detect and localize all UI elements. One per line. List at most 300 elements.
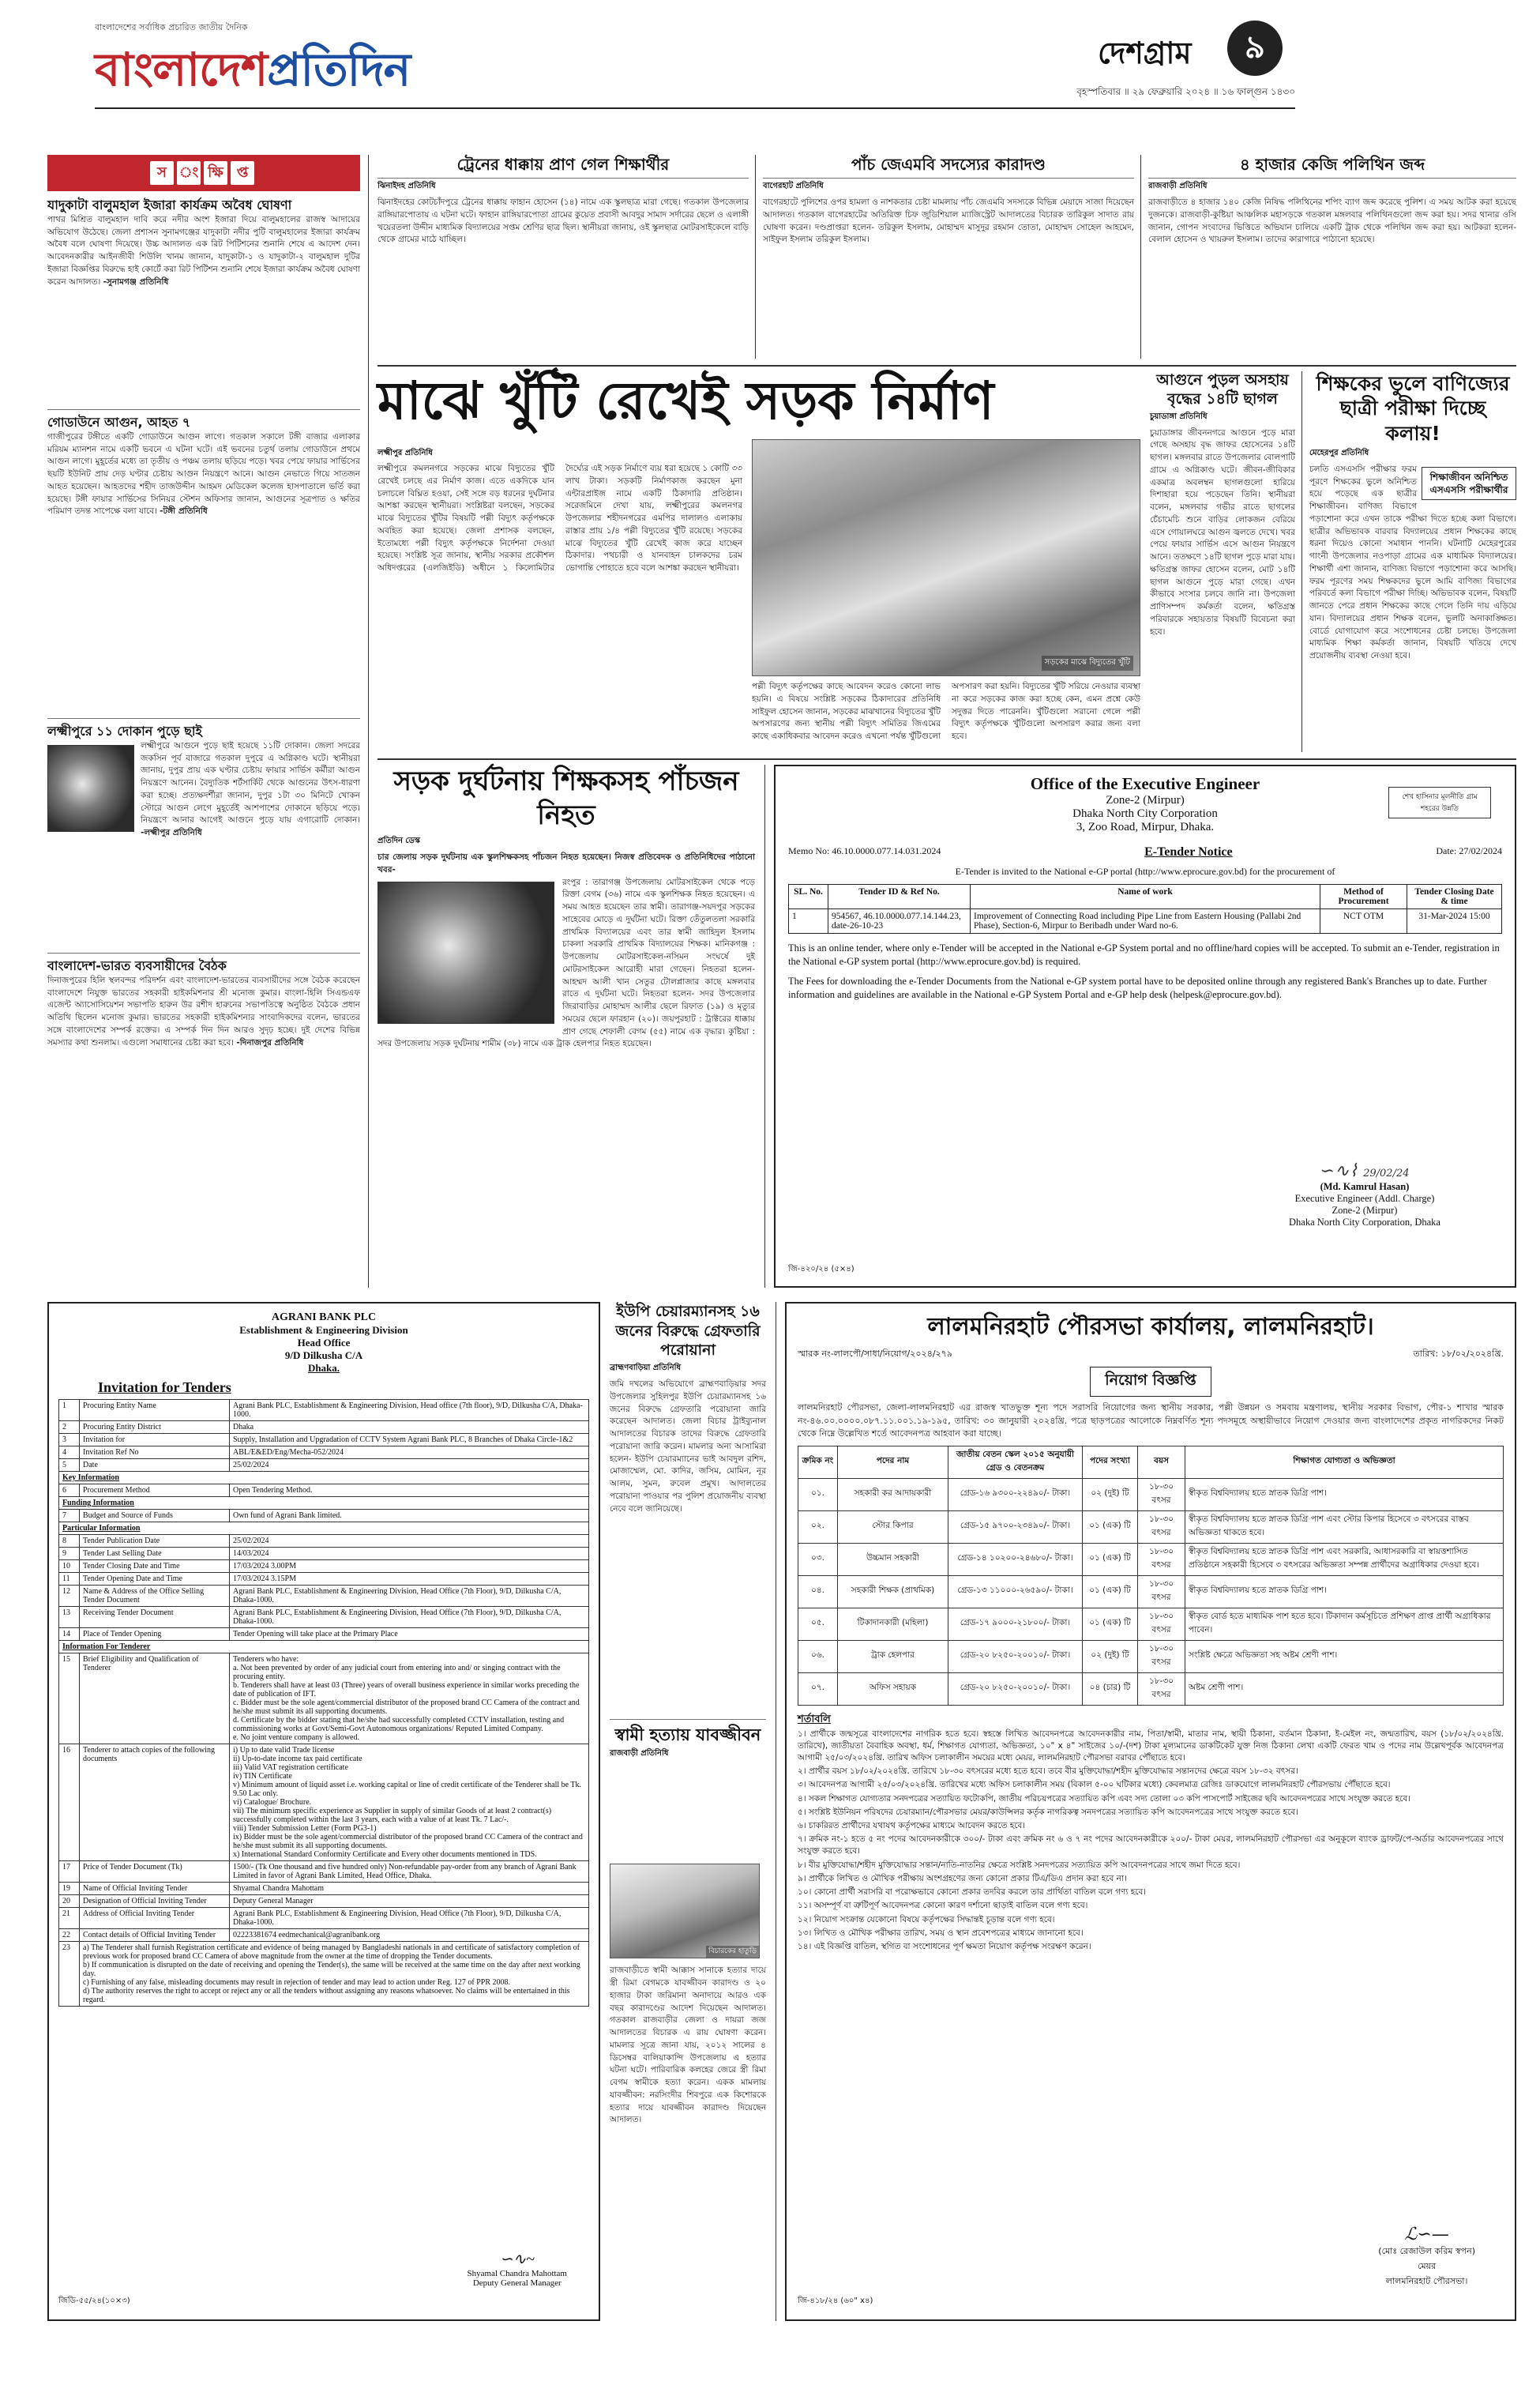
table-row: [59, 1421, 589, 1434]
table-row: [789, 909, 1502, 934]
col-header: পদের সংখ্যা: [1083, 1446, 1138, 1478]
table-row: [59, 1459, 589, 1472]
table-row: [59, 1510, 589, 1522]
accident-photo: [377, 882, 554, 1024]
ad-memo: স্মারক নং-লালপৌ/সাধা/নিয়োগ/২০২৪/২৭৯: [798, 1349, 952, 1359]
brief-item: [47, 724, 360, 953]
table-section-label: Information For Tenderer: [59, 1641, 589, 1653]
conditions-list: [798, 1729, 1504, 1954]
table-cell: ০৭.: [798, 1672, 838, 1705]
story-dateline: বাগেরহাট প্রতিনিধি: [763, 182, 824, 190]
divider: [377, 178, 749, 179]
story-text: চুয়াডাঙ্গার জীবননগরে আগুনে পুড়ে মারা গেছে অসহায় বৃদ্ধ জাফর হোসেনের ১৪টি ছাগল। মঙ্গলবার রাতে উপজেলার বোলপাটি গ্রামে এ অগ্নিকাণ্ড ঘটে। জীবন-জীবিকার একমাত্র অবলম্বন ছাগলগুলো হারিয়ে দিশাহারা হয়ে পড়েছেন তিনি। স্থানীয়রা বলেন, মঙ্গলবার গভীর রাতে ছাগলের চেঁচামেচি শুনে বাড়ির লোকজন বেরিয়ে এসে গোয়ালঘরে আগুন জ্বলতে দেখে। খবর পেয়ে ফায়ার সার্ভিস এসে আগুন নিয়ন্ত্রণে আনে। ততক্ষণে ১৪টি ছাগল পুড়ে মারা যায়। ক্ষতিগ্রস্ত জাফর হোসেন বলেন, মোট ১৪টি ছাগল আগুনে পুড়ে মারা গেছে। এখন কীভাবে সংসার চলবে জানি না। উপজেলা প্রাণিসম্পদ কর্মকর্তা বলেন, ক্ষতিগ্রস্ত পরিবারকে সহায়তার বিষয়টি বিবেচনা করা হবে।: [1150, 427, 1295, 637]
table-cell: সংশ্লিষ্ট ক্ষেত্রে অভিজ্ঞতা সহ অষ্টম শ্রেণী পাশ।: [1185, 1640, 1504, 1672]
table-cell: ১৮-৩০ বৎসর: [1138, 1640, 1185, 1672]
signer-org: Dhaka North City Corporation, Dhaka: [1289, 1217, 1440, 1228]
condition-item: ৭। ক্রমিক নং-১ হতে ৫ নং পদের আবেদনকারীকে ৩০০/- টাকা এবং ক্রমিক নং ৬ ও ৭ নং পদের আবেদনকারীকে ২০০/- টাকা মেয়র, লালমনিরহাট পৌরসভা এর অনুকূলে ব্যাংক ড্রাফট/পে-অর্ডার আবেদনপত্রের সাথে সংযুক্ত করতে হবে।: [798, 1834, 1504, 1856]
table-cell: Shyamal Chandra Mahottam: [230, 1883, 589, 1895]
briefs-header-char-2: ং: [177, 161, 201, 185]
table-cell: Tenderer to attach copies of the following documents: [80, 1744, 230, 1861]
list-item: x) International Standard Conformity Certificate and Every other documents mentioned in TDS.: [233, 1850, 537, 1859]
tender-title: Invitation for Tenders: [98, 1379, 231, 1395]
lalmonirhat-recruitment-ad: [785, 1302, 1516, 2321]
table-section-row: [59, 1497, 589, 1510]
table-cell: 6: [59, 1484, 80, 1497]
list-item: Tenderers who have:: [233, 1655, 299, 1664]
notice-slogan: শেখ হাসিনার মূলনীতি গ্রাম শহরের উন্নতি: [1388, 787, 1491, 818]
table-cell: Open Tendering Method.: [230, 1484, 589, 1497]
accident-story: [377, 765, 755, 1288]
table-cell: ০২ (দুই) টি: [1083, 1640, 1138, 1672]
table-cell: 1: [789, 909, 828, 934]
logo-part2: প্রতিদিন: [267, 43, 411, 96]
briefs-header-char-4: প্ত: [231, 161, 254, 185]
table-header-row: [798, 1446, 1504, 1478]
page-number: ৯: [1245, 28, 1265, 66]
table-cell: 7: [59, 1510, 80, 1522]
table-cell: 13: [59, 1607, 80, 1628]
signature-scribble: ∽∿~: [499, 2251, 535, 2268]
table-cell: ০১ (এক) টি: [1083, 1608, 1138, 1640]
tender-signature: [468, 2249, 567, 2288]
story-dateline: রাজবাড়ী প্রতিনিধি: [610, 1749, 669, 1759]
table-cell: সহকারী শিক্ষক (প্রাথমিক): [838, 1575, 948, 1608]
list-item: i) Up to date valid Trade license: [233, 1746, 335, 1755]
table-row: [59, 1573, 589, 1586]
date-line: বৃহস্পতিবার ॥ ২৯ ফেব্রুয়ারি ২০২৪ ॥ ১৬ ফাল্গুন ১৪৩০: [1076, 86, 1295, 97]
table-cell: স্বীকৃত বোর্ড হতে মাধ্যমিক পাশ হতে হবে। টিকাদান কর্মসূচিতে প্রশিক্ষণ প্রাপ্ত প্রার্থী অগ্রাধিকার পাবেন।: [1185, 1608, 1504, 1640]
table-section-label: Funding Information: [59, 1497, 589, 1510]
table-cell: স্টোর কিপার: [838, 1510, 948, 1543]
notice-intro: E-Tender is invited to the National e-GP portal (http://www.eprocure.gov.bd) for the procurement of: [955, 866, 1335, 877]
table-cell: ০২ (দুই) টি: [1083, 1478, 1138, 1510]
main-story-text: লক্ষ্মীপুরে কমলনগরে সড়কের মাঝে বিদ্যুতের খুঁটি রেখেই চলছে এর নির্মাণ কাজ। এতে একদিকে যান চলাচলে বিঘ্নিত হওয়া, সেই সঙ্গে বড় ধরনের দুর্ঘটনার আশঙ্কা করছেন স্থানীয়রা। সংশ্লিষ্টরা বলছেন, সড়কের মাঝে বিদ্যুতের খুঁটির বিষয়টি পল্লী বিদ্যুৎ কর্তৃপক্ষকে অবহিত করা হয়েছে। জেলা প্রশাসক বলছেন, ইতোমধ্যে পল্লী বিদ্যুৎ কর্তৃপক্ষকে নির্দেশনা দেওয়া হয়েছে। সংশ্লিষ্ট সূত্র জানায়, স্থানীয় সরকার প্রকৌশল অধিদপ্তরের (এলজিইডি) অধীনে ১ কিলোমিটার দৈর্ঘ্যের এই সড়ক নির্মাণে ব্যয় ধরা হয়েছে ১ কোটি ৩৩ লাখ টাকা। সড়কটি নির্মাণকাজ করছেন মুনা এন্টারপ্রাইজ নামে একটি ঠিকাদারি প্রতিষ্ঠান। সরেজমিনে দেখা যায়, লক্ষ্মীপুরের কমলনগর উপজেলার শহীদনগরের এমপির দালালও এলাকায় রাস্তার প্রায় ১/৪ পল্লী বিদ্যুতের খুঁটি রয়েছে। সড়কের মাঝে বিদ্যুতের খুঁটি রেখেই কাজ করে যাচ্ছেন ঠিকাদার। পথচারী ও যানবাহন চালকদের চরম ভোগান্তি পোহাতে হবে বলে আশঙ্কা করছেন স্থানীয়রা।: [377, 464, 742, 573]
table-row: [59, 1895, 589, 1908]
table-cell: 10: [59, 1560, 80, 1573]
masthead: [47, 8, 1516, 150]
list-item: e. No joint venture company is allowed.: [233, 1733, 359, 1742]
table-row: [59, 1446, 589, 1459]
table-cell: ০৩.: [798, 1543, 838, 1575]
condition-item: ১৪। এই বিজ্ঞপ্তি বাতিল, স্থগিত বা সংশোধনের পূর্ণ ক্ষমতা নিয়োগ কর্তৃপক্ষ সংরক্ষণ করেন।: [798, 1942, 1091, 1951]
notice-office-title: Office of the Executive Engineer: [1030, 774, 1260, 793]
condition-item: ১১। অসম্পূর্ণ বা ত্রুটিপূর্ণ আবেদনপত্র কোনো কারণ দর্শানো ছাড়াই বাতিল বলে গণ্য হবে।: [798, 1901, 1088, 1911]
notice-zone: Zone-2 (Mirpur): [1106, 794, 1185, 807]
table-cell: [80, 1942, 589, 2007]
list-item: b) If communication is disrupted on the date of receiving and opening the Tender(s), the same will be received at the same time on the day after next working day.: [83, 1961, 580, 1978]
table-cell: ০১.: [798, 1478, 838, 1510]
table-row: [798, 1543, 1504, 1575]
table-cell: Invitation Ref No: [80, 1446, 230, 1459]
story-headline[interactable]: শিক্ষকের ভুলে বাণিজ্যের ছাত্রী পরীক্ষা দিচ্ছে কলায়!: [1316, 372, 1510, 445]
main-story-headline[interactable]: মাঝে খুঁটি রেখেই সড়ক নির্মাণ: [377, 371, 994, 431]
signer-name: (Md. Kamrul Hasan): [1320, 1181, 1410, 1192]
table-row: [59, 1653, 589, 1744]
list-item: iii) Valid VAT registration certificate: [233, 1763, 348, 1772]
table-row: [798, 1640, 1504, 1672]
table-cell: Designation of Official Inviting Tender: [80, 1895, 230, 1908]
exam-story: [1309, 371, 1516, 752]
signature-date: 29/02/24: [1363, 1168, 1410, 1179]
table-cell: Name & Address of the Office Selling Tender Document: [80, 1586, 230, 1607]
brief-title[interactable]: যাদুকাটা বালুমহাল ইজারা কার্যক্রম অবৈধ ঘোষণা: [47, 197, 292, 213]
table-cell: 02223381674 eedmechanical@agranibank.org: [230, 1929, 589, 1942]
table-cell: Receiving Tender Document: [80, 1607, 230, 1628]
main-story-photo: [752, 439, 1140, 676]
table-row: [798, 1510, 1504, 1543]
table-cell: সহকারী কর আদায়কারী: [838, 1478, 948, 1510]
list-item: v) Minimum amount of liquid asset i.e. working capital or line of credit certificate of the Tenderer shall be Tk. 9.50 Lac only.: [233, 1781, 582, 1798]
ad-meta-row: [798, 1347, 1504, 1362]
story-text: রংপুর : তারাগঞ্জ উপজেলায় মোটরসাইকেল থেকে পড়ে রিক্তা বেগম (৩৬) নামে এক স্কুলশিক্ষক নিহত হয়েছেন। এ সময় আহত হয়েছেন তার স্বামী। তারাগঞ্জ-সয়দপুর সড়কের সাহেবের মোড়ে এ দুর্ঘটনা ঘটে। রিক্তা তেঁতুলতলা সরকারি প্রাথমিক বিদ্যালয়ের এবং তার স্বামী জাহিদুল ইসলাম চাকলা সরকারি প্রাথমিক বিদ্যালয়ের শিক্ষক। মানিকগঞ্জ : উপজেলায় মোটরসাইকেল-নসিমন সংঘর্ষে দুই মোটরসাইকেল আরোহী মারা গেছেন। নিহতরা হলেন- আহম্মদ আলী খান সেতুর টোলপ্লাজার কাছে মঙ্গলবার রাতে এ দুর্ঘটনা ঘটে। নিহতরা হলেন- সদর উপজেলার জিরাবাড়ির মোহাম্মদ আলীর ছেলে রিফাত (১৯) ও মৃত্যুর সময়ের ছেলে ফারহান (২০)। জয়পুরহাট : ট্রাক্টরের ধাক্কায় প্রাণ গেছে শেফালী বেগম (৫৫) নামে এক বৃদ্ধার। কুষ্টিয়া : সদর উপজেলায় সড়ক দুর্ঘটনায় শামীম (৩৮) নামে এক ট্রাক হেলপার নিহত হয়েছেন।: [377, 877, 755, 1049]
table-cell: Agrani Bank PLC, Establishment & Engineering Division, Head Office (7th Floor), 9/D, Dilkusha C/A, Dhaka-1000.: [230, 1607, 589, 1628]
table-row: [59, 1586, 589, 1607]
table-cell: 23: [59, 1942, 80, 2007]
table-cell: স্বীকৃত বিশ্ববিদ্যালয় হতে স্নাতক ডিগ্রি পাশ এবং সরকারি, আধাসরকারি বা স্বায়ত্তশাসিত প্রতিষ্ঠানে সহকারী হিসেবে ৩ বৎসরের অভিজ্ঞতা সম্পন্ন প্রার্থীদের অগ্রাধিকার দেওয়া হবে।: [1185, 1543, 1504, 1575]
col-header: বয়স: [1138, 1446, 1185, 1478]
table-cell: 22: [59, 1929, 80, 1942]
signer-title: Deputy General Manager: [472, 2278, 562, 2288]
condition-item: ১০। কোনো প্রার্থী সরাসরি বা পরোক্ষভাবে কোনো প্রকার তদবির করলে তার প্রার্থিতা বাতিল বলে গণ্য হবে।: [798, 1887, 1147, 1898]
newspaper-logo[interactable]: [95, 35, 410, 111]
table-cell: Procuring Entity District: [80, 1421, 230, 1434]
table-cell: 17/03/2024 3.00PM: [230, 1560, 589, 1573]
story-dateline: চুয়াডাঙ্গা প্রতিনিধি: [1150, 412, 1208, 421]
condition-item: ৫। সংশ্লিষ্ট ইউনিয়ন পরিষদের চেয়ারম্যান/পৌরসভার মেয়র/কাউন্সিলর কর্তৃক নাগরিকত্ব সনদপত্রের সত্যায়িত কপি আবেদনপত্রের সাথে সংযুক্ত করতে হবে।: [798, 1807, 1298, 1817]
bank-address-1: 9/D Dilkusha C/A: [284, 1349, 363, 1361]
story-dateline: প্রতিদিন ডেস্ক: [377, 837, 421, 845]
table-cell: 19: [59, 1883, 80, 1895]
table-cell: Date: [80, 1459, 230, 1472]
table-cell: ০১ (এক) টি: [1083, 1510, 1138, 1543]
story-headline[interactable]: পাঁচ জেএমবি সদস্যের কারাদণ্ড: [851, 155, 1046, 174]
condition-item: ১। প্রার্থীকে জন্মসূত্রে বাংলাদেশের নাগরিক হতে হবে। স্বহস্তে লিখিত আবেদনপত্রে আবেদনকারীর নাম, পিতা/স্বামী, মাতার নাম, স্থায়ী ঠিকানা, বর্তমান ঠিকানা, ই-মেইল নং, জন্মতারিখ, বয়স (১৮/০২/২০২৪খ্রি. তারিখে), জাতীয়তা বৈবাহিক অবস্থা, ধর্ম, শিক্ষাগত যোগ্যতা, অভিজ্ঞতা, ১০" x ৪" সাইজের ১০/-(দশ) টাকা মূল্যমানের ডাকটিকেট যুক্ত নিজ ঠিকানা লেখা একটি ফেরত খাম ও পদের নাম উল্লেখপূর্বক আবেদনপত্র আগামী ২৫/০৩/২০২৪খ্রি. তারিখ অফিস চলাকালীন সময়ের মধ্যে মেয়র, লালমনিরহাট পৌরসভা বরাবর পৌঁছাতে হবে।: [798, 1729, 1504, 1762]
ad-code: জি-৪২০/২৪ (৫×৪): [788, 1265, 855, 1273]
table-cell: ০৪.: [798, 1575, 838, 1608]
col-header: Method of Procurement: [1320, 885, 1407, 909]
brief-text: পাথর মিশ্রিত বালুমহাল দাবি করে নদীর অংশ ইজারা দিয়ে বালুমহালের রাজস্ব আদায়ের অভিযোগ উঠেছে। জেলা প্রশাসন সুনামগঞ্জের যাদুকাটা নদীর পুটি বালুমহালের ইজারা কার্যক্রম অবৈধ বলে ঘোষণা দিয়েছে। উচ্চ আদালত এক রিট পিটিশনের শুনানি শেষে এ আদেশ দেন। আবেদনকারীর আইনজীবী শিউলি খানম জানান, যাদুকাটা-১ ও যাদুকাটা-২ বালুমহাল দুটির ইজারা বিজ্ঞপ্তির বিরুদ্ধে হাই কোর্টে করা রিট পিটিশন শুনানি শেষে ইজারা কার্যক্রম অবৈধ ঘোষণা করেন আদালত। -সুনামগঞ্জ প্রতিনিধি: [47, 214, 360, 287]
table-cell: ট্রাক হেলপার: [838, 1640, 948, 1672]
table-cell: Agrani Bank PLC, Establishment & Engineering Division, Head office (7th floor), 9/D, Dilkusha C/A, Dhaka-1000.: [230, 1400, 589, 1421]
column-divider: [764, 765, 765, 1288]
masthead-tagline: বাংলাদেশের সর্বাধিক প্রচারিত জাতীয় দৈনিক: [95, 22, 248, 32]
table-cell: Agrani Bank PLC, Establishment & Engineering Division, Head Office (7th Floor), 9/D, Dilkusha C/A, Dhaka-1000.: [230, 1908, 589, 1929]
table-cell: Brief Eligibility and Qualification of Tenderer: [80, 1653, 230, 1744]
signer-title: মেয়র: [1418, 2261, 1437, 2271]
table-row: [798, 1478, 1504, 1510]
pullquote-box: [1422, 467, 1516, 500]
notice-date: Date: 27/02/2024: [1436, 845, 1502, 856]
table-section-row: [59, 1522, 589, 1535]
table-cell: Invitation for: [80, 1434, 230, 1446]
table-cell: ১৮-৩০ বৎসর: [1138, 1608, 1185, 1640]
notice-title: E-Tender Notice: [1144, 845, 1233, 859]
brief-item: [47, 958, 360, 1219]
col-header: SL. No.: [789, 885, 828, 909]
table-row: [59, 1628, 589, 1641]
notice-note-2: The Fees for downloading the e-Tender Documents from the National e-GP system portal have to be deposited online through any registered Bank's Branches up to date. Further information and guidelines are available in the National e-GP System Portal and e-GP help desk (helpesk@eprocure.gov.bd).: [788, 975, 1488, 1000]
story-headline[interactable]: সড়ক দুর্ঘটনায় শিক্ষকসহ পাঁচজন নিহত: [393, 766, 739, 831]
signer-org: লালমনিরহাট পৌরসভা।: [1385, 2276, 1468, 2286]
story-headline[interactable]: ইউপি চেয়ারম্যানসহ ১৬ জনের বিরুদ্ধে গ্রেফতারি পরোয়ানা: [615, 1303, 761, 1360]
table-cell: Tender Opening Date and Time: [80, 1573, 230, 1586]
briefs-column: [47, 155, 360, 1288]
table-row: [59, 1929, 589, 1942]
table-section-row: [59, 1641, 589, 1653]
table-row: [798, 1575, 1504, 1608]
list-item: iv) TIN Certificate: [233, 1772, 292, 1781]
column-divider: [1301, 371, 1302, 752]
divider: [47, 409, 360, 410]
pullquote-text: শিক্ষাজীবন অনিশ্চিত এসএসসি পরীক্ষার্থীর: [1429, 471, 1508, 495]
table-cell: 20: [59, 1895, 80, 1908]
story-headline[interactable]: ৪ হাজার কেজি পলিথিন জব্দ: [1239, 155, 1425, 174]
table-cell: গ্রেড-২০ ৮২৫০-২০০১০/- টাকা।: [948, 1640, 1083, 1672]
notice-address: 3, Zoo Road, Mirpur, Dhaka.: [1076, 821, 1215, 833]
brief-title[interactable]: গোডাউনে আগুন, আহত ৭: [47, 415, 191, 430]
table-cell: 1: [59, 1400, 80, 1421]
table-cell: 9: [59, 1548, 80, 1560]
photo-caption: বিচারকের হাতুড়ি: [706, 1946, 759, 1958]
table-row: [59, 1607, 589, 1628]
table-cell: Supply, Installation and Upgradation of CCTV System Agrani Bank PLC, 8 Branches of Dhaka Circle-1&2: [230, 1434, 589, 1446]
col-header: Tender Closing Date & time: [1407, 885, 1502, 909]
table-cell: 21: [59, 1908, 80, 1929]
condition-item: ২। প্রার্থীর বয়স ১৮/০২/২০২৪খ্রি. তারিখে ১৮-৩০ বৎসরের মধ্যে হতে হবে। তবে বীর মুক্তিযোদ্ধা/শহীদ মুক্তিযোদ্ধার সন্তানদের ক্ষেত্রে বয়স ১৮-৩২ বৎসর।: [798, 1766, 1298, 1777]
table-cell: Dhaka: [230, 1421, 589, 1434]
brief-title[interactable]: বাংলাদেশ-ভারত ব্যবসায়ীদের বৈঠক: [47, 958, 227, 973]
column-divider: [755, 155, 756, 359]
section-name: দেশগ্রাম: [1098, 36, 1192, 70]
table-cell: অফিস সহায়ক: [838, 1672, 948, 1705]
story-text: জমি দখলের অভিযোগে ব্রাহ্মণবাড়িয়ার সদর উপজেলার সুহিলপুর ইউপি চেয়ারম্যানসহ ১৬ জনের বিরুদ্ধে গ্রেফতারি পরোয়ানা জারি করেছেন আদালত। জেলা বিচার ট্রাইব্যুনাল আদালতের বিচারক তাদের বিরুদ্ধে গ্রেফতারি পরোয়ানা জারি করেন। মামলার অন্য আসামিরা হলেন- ইউপি চেয়ারম্যানের ভাই আবদুল রশিদ, মোজাম্মেল, মো. কাদির, জসিম, মোমিন, নূর আলম, সুমন, রুবেল প্রমুখ। আদালতের পরোয়ানা পাওয়ার পর পুলিশ প্রয়োজনীয় ব্যবস্থা নেবে বলে জানিয়েছে।: [610, 1379, 766, 1514]
bank-name: AGRANI BANK PLC: [271, 1311, 377, 1323]
brief-text: দিনাজপুরের হিলি স্থলবন্দর পরিদর্শন এবং বাংলাদেশ-ভারতের ব্যবসায়ীদের সঙ্গে বৈঠক করেছেন বাংলাদেশে নিযুক্ত ভারতের সহকারী হাইকমিশনার শ্রী মনোজ কুমার। বাংলা-হিলি সিএন্ডএফ এজেন্ট অ্যাসোসিয়েশন সভাপতি হারুন উর রশীদ হারুনের সভাপতিত্বে অনুষ্ঠিত বৈঠকে প্রধান অতিথি ছিলেন মনোজ কুমার। ভারতের সহকারী হাইকমিশনার সাংবাদিকদের বলেন, ভারতের সঙ্গে বাংলাদেশের সম্পর্ক রক্তের। এ সম্পর্ক দিন দিন আরও সুদৃঢ় হচ্ছে। দুই দেশের বিভিন্ন সমস্যার কথা শুনলাম। এগুলো সমাধানের চেষ্টা করা হবে। -দিনাজপুর প্রতিনিধি: [47, 975, 360, 1048]
signer-name: Shyamal Chandra Mahottam: [467, 2269, 567, 2278]
table-row: [59, 1434, 589, 1446]
up-story: [610, 1302, 766, 1713]
table-cell: Own fund of Agrani Bank limited.: [230, 1510, 589, 1522]
table-cell: গ্রেড-১৭ ৯০০০-২১৮০০/- টাকা।: [948, 1608, 1083, 1640]
story-text: চলতি এসএসসি পরীক্ষার ফরম পূরণে শিক্ষকের ভুলে অনিশ্চিত হয়ে পড়েছে এক ছাত্রীর শিক্ষাজীবন। বাণিজ্য বিভাগে পড়াশোনা করে এখন তাকে পরীক্ষা দিতে হচ্ছে কলা বিভাগে। ছাত্রীর অভিভাবক বারবার বিদ্যালয়ের প্রধান শিক্ষকের কাছে ধরনা দিয়েও কোনো সমাধান পাননি। ঘটনাটি মেহেরপুরের গাংনী উপজেলার নওপাড়া গ্রামের এক মাধ্যমিক বিদ্যালয়ের। শিক্ষার্থী এশা জানান, বাণিজ্য বিভাগে পড়াশোনা করে আসছি। ফরম পূরণের সময় শিক্ষকদের ভুলে আমি বাণিজ্য বিভাগের পরিবর্তে কলা বিভাগে পরীক্ষা দিচ্ছি। অভিভাবক বলেন, বিষয়টি জানতে পেরে প্রধান শিক্ষকের কাছে গেলে তিনি দায় এড়িয়ে যান। বিদ্যালয়ের প্রধান শিক্ষক বলেন, ভুলটি অনাকাঙ্ক্ষিত। বোর্ডে যোগাযোগ করে সংশোধনের চেষ্টা চলছে। উপজেলা মাধ্যমিক শিক্ষা কর্মকর্তা জানান, বিষয়টি খতিয়ে দেখে প্রয়োজনীয় ব্যবস্থা নেওয়া হবে।: [1309, 464, 1516, 660]
condition-item: ৪। সকল শিক্ষাগত যোগ্যতার সনদপত্রের সত্যায়িত ফটোকপি, জাতীয় পরিচয়পত্রের সত্যায়িত কপি এবং সদ্য তোলা ০৩ কপি পাসপোর্ট সাইজের ছবি আবেদনপত্রের সাথে সংযুক্ত করতে হবে।: [798, 1793, 1410, 1804]
col-header: জাতীয় বেতন স্কেল ২০১৫ অনুযায়ী গ্রেড ও বেতনক্রম: [948, 1446, 1083, 1478]
col-header: শিক্ষাগত যোগ্যতা ও অভিজ্ঞতা: [1185, 1446, 1504, 1478]
condition-item: ৮। বীর মুক্তিযোদ্ধা/শহীদ মুক্তিযোদ্ধার সন্তান/নাতি-নাতনির ক্ষেত্রে সংশ্লিষ্ট সনদপত্রের সত্যায়িত কপি আবেদনপত্রের সাথে জমা দিতে হবে।: [798, 1860, 1241, 1870]
main-story-continued: পল্লী বিদ্যুৎ কর্তৃপক্ষের কাছে আবেদন করেও কোনো লাভ হয়নি। এ বিষয়ে সংশ্লিষ্ট সড়কের ঠিকাদারের প্রতিনিধি সাইফুল হোসেন জানান, সড়কের মাঝখানের বিদ্যুতের খুঁটি অপসারণের জন্য স্থানীয় পল্লী বিদ্যুৎ সমিতির জিএমের কাছে একাধিকবার আবেদন করেও এখনো পর্যন্ত খুঁটিগুলো অপসারণ করা হয়নি। বিদ্যুতের খুঁটি সরিয়ে নেওয়ার ব্যবস্থা না করে সড়কের কাজ করা হচ্ছে কেন, এমন প্রশ্নে কেউ সদুত্তর দিতে পারেননি। খুঁটিগুলো সরানো গেলে পল্লী বিদ্যুৎ কর্তৃপক্ষকে খুঁটিগুলো অপসারণ করার জন্য বলা হবে।: [752, 682, 1140, 741]
divider: [763, 178, 1134, 179]
table-cell: 11: [59, 1573, 80, 1586]
table-cell: গ্রেড-১৪ ১০২০০-২৪৬৮০/- টাকা।: [948, 1543, 1083, 1575]
table-cell: ০৬.: [798, 1640, 838, 1672]
table-cell: স্বীকৃত বিশ্ববিদ্যালয় হতে স্নাতক ডিগ্রি পাশ।: [1185, 1575, 1504, 1608]
table-row: [59, 1744, 589, 1861]
table-cell: Tender Opening will take place at the Primary Place: [230, 1628, 589, 1641]
notice-title-label: নিয়োগ বিজ্ঞপ্তি: [1090, 1367, 1211, 1397]
table-cell: ১৮-৩০ বৎসর: [1138, 1510, 1185, 1543]
table-row: [59, 1883, 589, 1895]
ad-signature-block: [1378, 2225, 1475, 2289]
notice-meta-row: [788, 845, 1502, 860]
table-section-row: [59, 1472, 589, 1484]
divider: [1148, 178, 1516, 179]
ad-intro: লালমনিরহাট পৌরসভা, জেলা-লালমনিরহাট এর রাজস্ব খাতভুক্ত শূন্য পদে সরাসরি নিয়োগের জন্য স্থানীয় সরকার, পল্লী উন্নয়ন ও সমবায় মন্ত্রণালয়, স্থানীয় সরকার বিভাগ, পৌর-১ শাখার স্মারক নং-৪৬.০০.০০০০.০৮৭.১১.০০১.১৯-১৯৫, তারিখ: ৩০ জানুয়ারী ২০২৪খ্রি. পত্রে ছাড়পত্রের আলোকে নিম্নবর্ণিত শূন্য পদসমূহে অস্থায়ীভাবে নিয়োগ দেওয়ার জন্য বাংলাদেশের প্রকৃত নাগরিকদের নিকট থেকে নিম্নে উল্লেখিত শর্তে আবেদনপত্র আহবান করা যাচ্ছে।: [798, 1402, 1504, 1439]
table-cell: 25/02/2024: [230, 1459, 589, 1472]
table-cell: স্বীকৃত বিশ্ববিদ্যালয় হতে স্নাতক ডিগ্রি পাশ এবং স্টোর কিপার হিসেবে ৩ বৎসরের বাস্তব অভিজ্ঞতা থাকতে হবে।: [1185, 1510, 1504, 1543]
table-row: [59, 1400, 589, 1421]
table-cell: গ্রেড-১৫ ৯৭০০-২৩৪৯০/- টাকা।: [948, 1510, 1083, 1543]
ad-title: লালমনিরহাট পৌরসভা কার্যালয়, লালমনিরহাট।: [927, 1313, 1374, 1341]
table-cell: ০৪ (চার) টি: [1083, 1672, 1138, 1705]
table-section-label: Key Information: [59, 1472, 589, 1484]
table-cell: 17/03/2024 3.15PM: [230, 1573, 589, 1586]
table-cell: Deputy General Manager: [230, 1895, 589, 1908]
conditions-title: শর্তাবলি: [798, 1713, 831, 1725]
list-item: vii) The minimum specific experience as Supplier in supply of similar Goods of at least 2 contract(s) successfully completed within the last 3 years, each with a value of at least Tk. 7 Lac/-.: [233, 1807, 552, 1824]
notice-table: [788, 884, 1502, 934]
brief-item: [47, 415, 360, 718]
table-cell: 8: [59, 1535, 80, 1548]
photo-caption: সড়কের মাঝে বিদ্যুতের খুঁটি: [1042, 656, 1133, 671]
table-cell: [230, 1653, 589, 1744]
table-cell: 3: [59, 1434, 80, 1446]
table-row: [798, 1672, 1504, 1705]
table-cell: Tender Publication Date: [80, 1535, 230, 1548]
condition-item: ৯। প্রার্থীকে লিখিত ও মৌখিক পরীক্ষায় অংশগ্রহণের জন্য কোনো প্রকার টিএ/ডিএ প্রদান করা হবে না।: [798, 1873, 1127, 1883]
brief-text: লক্ষ্মীপুরে আগুনে পুড়ে ছাই হয়েছে ১১টি দোকান। জেলা সদরের জকসিন পূর্ব বাজারে গতকাল দুপুরে এ অগ্নিকাণ্ড ঘটে। স্থানীয়রা জানায়, দুপুর প্রায় এক ঘণ্টার চেষ্টায় ফায়ার সার্ভিস কর্মীরা আগুন নিয়ন্ত্রণে আনেন। বৈদ্যুতিক শর্টসার্কিট থেকে আগুনের উৎস-ধারণা করা হচ্ছে। প্রত্যক্ষদর্শীরা জানান, দুপুর ১টা ৩০ মিনিটে খোকন স্টোরে আগুন লেগে মুহূর্তেই আশপাশের দোকানে ছড়িয়ে পড়ে। নিয়ন্ত্রণে আনার আগেই আগুনে পুড়ে যায় এগারোটি দোকান। -লক্ষ্মীপুর প্রতিনিধি: [141, 740, 360, 838]
list-item: viii) Tender Submission Letter (Form PG3-1): [233, 1824, 377, 1833]
story-headline[interactable]: স্বামী হত্যায় যাবজ্জীবন: [614, 1725, 761, 1744]
table-cell: 15: [59, 1653, 80, 1744]
table-row: [798, 1608, 1504, 1640]
list-item: d) The authority reserves the right to accept or reject any or all the tenders without assigning any reasons whatsoever. No claims will be entertained in this regard.: [83, 1987, 570, 2004]
table-cell: ১৮-৩০ বৎসর: [1138, 1478, 1185, 1510]
list-item: a) The Tenderer shall furnish Registration certificate and evidence of being managed by Bangladeshi nationals in and certificate of satisfactory completion of previous work for proposed brand CC Camera of above magnitude from the owner at the time of dropping the Tender documents.: [83, 1943, 580, 1961]
col-header: Name of work: [971, 885, 1320, 909]
brief-text: গাজীপুরের টঙ্গীতে একটি গোডাউনে আগুন লাগে। গতকাল সকালে টঙ্গী বাজার এলাকার মরিয়ম ম্যানশন নামে একটি ভবনে এ ঘটনা ঘটে। এই ভবনের চতুর্থ তলায় গোডাউনে প্রথমে আগুন লাগে। মুহূর্তের মধ্যে তা তৃতীয় ও পঞ্চম তলায় ছড়িয়ে পড়ে। খবর পেয়ে ফায়ার সার্ভিসের ছয়টি ইউনিট প্রায় দেড় ঘণ্টার চেষ্টায় আগুন নিয়ন্ত্রণে আনে। আগুন নেভাতে গিয়ে সাতজন আহত হয়েছেন। আহতদের শহীদ তাজউদ্দীন আহমদ মেডিকেল কলেজ হাসপাতালে ভর্তি করা হয়েছে। টঙ্গী ফায়ার সার্ভিসের সিনিয়র স্টেশন অফিসার জানান, আগুনের সূত্রপাত ও ক্ষতির পরিমাণ তদন্ত সাপেক্ষে বলা যাবে। -টঙ্গী প্রতিনিধি: [47, 431, 360, 517]
table-cell: 2: [59, 1421, 80, 1434]
table-cell: Address of Official Inviting Tender: [80, 1908, 230, 1929]
table-cell: Tender Closing Date and Time: [80, 1560, 230, 1573]
ad-code: জি-৪১৮/২৪ (৬০" x৪): [798, 2297, 873, 2305]
page-number-badge: [1227, 21, 1283, 76]
condition-item: ১৩। লিখিত ও মৌখিক পরীক্ষার তারিখ, সময় ও স্থান প্রবেশপত্রের মাধ্যমে জানানো হবে।: [798, 1928, 1084, 1938]
story-dateline: মেহেরপুর প্রতিনিধি: [1309, 448, 1369, 457]
ad-notice-title: [798, 1367, 1504, 1397]
signature-scribble: ℒ∽—: [1404, 2225, 1449, 2244]
col-header: Tender ID & Ref No.: [828, 885, 971, 909]
masthead-rule: [95, 107, 1295, 109]
table-row: [59, 1908, 589, 1929]
signer-title: Executive Engineer (Addl. Charge): [1294, 1193, 1435, 1204]
col-header: পদের নাম: [838, 1446, 948, 1478]
col-header: ক্রমিক নং: [798, 1446, 838, 1478]
table-cell: গ্রেড-১৩ ১১০০০-২৬৫৯০/- টাকা।: [948, 1575, 1083, 1608]
top-story: [377, 155, 749, 359]
top-story: [763, 155, 1134, 359]
table-row: [59, 1861, 589, 1883]
main-story: [377, 371, 1140, 752]
notice-note-1: This is an online tender, where only e-Tender will be accepted in the National e-GP System portal and no offline/hard copies will be accepted. To submit an e-Tender, registration in the National e-GP system portal (http://www.eprocure.gov.bd) is required.: [788, 942, 1500, 967]
briefs-header-char-3: ক্ষি: [204, 161, 227, 185]
divider: [610, 1719, 766, 1720]
story-dateline: রাজবাড়ী প্রতিনিধি: [1148, 182, 1208, 190]
story-dateline: ঝিনাইদহ প্রতিনিধি: [377, 182, 436, 190]
table-cell: 14/03/2024: [230, 1548, 589, 1560]
briefs-header: [47, 155, 360, 191]
story-text: রাজবাড়ীতে ৪ হাজার ১৪০ কেজি নিষিদ্ধ পলিথিনের শপিং ব্যাগ জব্দ করেছে পুলিশ। এ সময় আটক করা হয়েছে দুজনকে। রাজবাড়ী-কুষ্টিয়া আঞ্চলিক মহাসড়কে গতকাল মঙ্গলবার পলিথিনগুলো জব্দ করা হয়। সদর থানার ওসি জানান, গোপন সংবাদের ভিত্তিতে অভিযান চালিয়ে একটি ট্রাক থেকে পলিথিন জব্দ করা হয়। আটকরা হলেন- বেলাল হোসেন ও খায়রুল ইসলাম। তাদের কারাগারে পাঠানো হয়েছে।: [1148, 197, 1516, 245]
fire-photo: [47, 745, 134, 832]
condition-item: ৬। চাকরিরত প্রার্থীদের যথাযথ কর্তৃপক্ষের মাধ্যমে আবেদন করতে হবে।: [798, 1821, 1026, 1831]
table-cell: অষ্টম শ্রেণী পাশ।: [1185, 1672, 1504, 1705]
divider: [377, 758, 1516, 760]
main-story-dateline: লক্ষ্মীপুর প্রতিনিধি: [377, 449, 433, 457]
table-cell: Agrani Bank PLC, Establishment & Engineering Division, Head Office (7th Floor), 9/D, Dilkusha C/A, Dhaka-1000.: [230, 1586, 589, 1607]
gavel-photo: [610, 1864, 760, 1958]
table-cell: ১৮-৩০ বৎসর: [1138, 1672, 1185, 1705]
table-cell: 5: [59, 1459, 80, 1472]
table-cell: Budget and Source of Funds: [80, 1510, 230, 1522]
table-cell: উচ্চমান সহকারী: [838, 1543, 948, 1575]
story-lead: চার জেলায় সড়ক দুর্ঘটনায় এক স্কুলশিক্ষকসহ পাঁচজন নিহত হয়েছেন। নিজস্ব প্রতিবেদক ও প্রতিনিধিদের পাঠানো খবর-: [377, 852, 755, 875]
story-headline[interactable]: ট্রেনের ধাক্কায় প্রাণ গেল শিক্ষার্থীর: [456, 155, 670, 174]
agrani-tender-ad: [47, 1302, 600, 2321]
list-item: c. Bidder must be the sole agent/commercial distributor of the proposed brand CC Camera of the contract and he/she must submit its all supporting documents.: [233, 1698, 580, 1716]
table-row: [59, 1548, 589, 1560]
notice-memo: Memo No: 46.10.0000.077.14.031.2024: [788, 845, 941, 856]
table-section-label: Particular Information: [59, 1522, 589, 1535]
murder-story: [610, 1719, 766, 2321]
table-cell: 25/02/2024: [230, 1535, 589, 1548]
table-cell: Tender Last Selling Date: [80, 1548, 230, 1560]
list-item: vi) Catalogue/ Brochure.: [233, 1798, 312, 1807]
list-item: ix) Bidder must be the sole agent/commercial distributor of the proposed brand CC Camera of the contract and he/she must submit its all supporting documents.: [233, 1833, 583, 1850]
table-cell: Contact details of Official Inviting Tender: [80, 1929, 230, 1942]
story-text: বিচারকের হাতুড়ি রাজবাড়ীতে স্বামী আক্কাস সানাকে হত্যার দায়ে স্ত্রী রিমা বেগমকে যাবজ্জীবন কারাদণ্ড ও ২০ হাজার টাকা জরিমানা অনাদায়ে আরও এক বছর কারাদণ্ডের আদেশ দিয়েছেন আদালত। গতকাল রাজবাড়ীর জেলা ও দায়রা জজ আদালতের বিচারক এ রায় ঘোষণা করেন। মামলার সূত্রে জানা যায়, ২০১২ সালের ৪ ডিসেম্বর বালিয়াকান্দি উপজেলায় এ হত্যার ঘটনা ঘটে। পারিবারিক কলহের জেরে স্ত্রী রিমা বেগম স্বামীকে হত্যা করেন। একক মামলায় যাবজ্জীবন: নরসিংদীর শিবপুরে এক কিশোরকে হত্যার দায়ে যাবজ্জীবন কারাদণ্ড দিয়েছেন আদালত।: [610, 1864, 766, 2385]
bank-office: Head Office: [297, 1337, 351, 1349]
table-header-row: [789, 885, 1502, 909]
table-cell: ০২.: [798, 1510, 838, 1543]
tender-table: [58, 1399, 589, 2007]
table-cell: Procuring Entity Name: [80, 1400, 230, 1421]
dncc-tender-notice: [774, 765, 1516, 1288]
list-item: c) Furnishing of any false, misleading documents may result in rejection of tender and may lead to action under Reg. 127 of PPR 2008.: [83, 1978, 510, 1987]
signer-name: (মোঃ রেজাউল করিম স্বপন): [1378, 2246, 1475, 2256]
bank-division: Establishment & Engineering Division: [239, 1324, 408, 1336]
table-cell: ০১ (এক) টি: [1083, 1543, 1138, 1575]
table-cell: টিকাদানকারী (মহিলা): [838, 1608, 948, 1640]
table-cell: গ্রেড-২০ ৮২৫০-২০০১০/- টাকা।: [948, 1672, 1083, 1705]
notice-signature-block: [1246, 1161, 1483, 1228]
table-cell: Name of Official Inviting Tender: [80, 1883, 230, 1895]
table-cell: ০১ (এক) টি: [1083, 1575, 1138, 1608]
brief-title[interactable]: লক্ষ্মীপুরে ১১ দোকান পুড়ে ছাই: [47, 724, 202, 739]
story-headline[interactable]: আগুনে পুড়ল অসহায় বৃদ্ধের ১৪টি ছাগল: [1156, 371, 1289, 408]
top-story: [1148, 155, 1516, 359]
table-cell: 14: [59, 1628, 80, 1641]
column-divider: [1140, 155, 1141, 359]
list-item: d. Certificate by the bidder stating that he/she had successfully completed CCTV installation, testing and commissioning works at Govt/Semi-Govt Autonomous organizations/ Reputed Limited Company.: [233, 1716, 565, 1733]
signer-zone: Zone-2 (Mirpur): [1332, 1205, 1398, 1216]
table-row: [59, 1560, 589, 1573]
condition-item: ১২। নিয়োগ সংক্রান্ত যেকোনো বিষয়ে কর্তৃপক্ষের সিদ্ধান্তই চূড়ান্ত বলে গণ্য হবে।: [798, 1914, 1055, 1924]
brief-item: [47, 197, 360, 409]
table-cell: 17: [59, 1861, 80, 1883]
bank-address-2: Dhaka.: [307, 1362, 340, 1374]
notice-org: Dhaka North City Corporation: [1072, 807, 1218, 820]
list-item: ii) Up-to-date income tax paid certificate: [233, 1755, 362, 1763]
table-cell: 1500/- (Tk One thousand and five hundred only) Non-refundable pay-order from any branch of Agrani Bank Limited in favor of Agrani Bank Limited, Head Office, Dhaka.: [230, 1861, 589, 1883]
